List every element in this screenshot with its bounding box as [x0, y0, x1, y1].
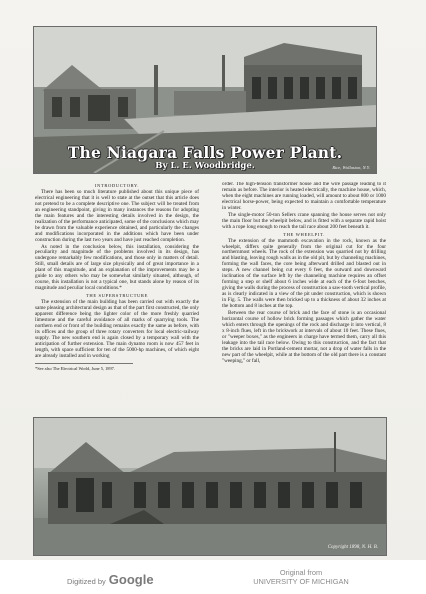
photo-credit-top: Rice, Wollaston, N.Y. — [332, 165, 370, 170]
digitized-by-label: Digitized by — [67, 577, 106, 586]
article-title: The Niagara Falls Power Plant. — [67, 143, 343, 162]
article-byline: By L. E. Woodbridge. — [155, 161, 255, 171]
google-logo: Google — [108, 572, 154, 587]
section-heading-introductory: INTRODUCTORY. — [94, 183, 140, 188]
paragraph: The single-motor 50-ton Sellers crane spanning the house serves not only the main floor but the wheelpit below, and is fitted with a separate rapid hoist with a rope long enough to reach the tail race about 200 feet beneath it. — [222, 211, 386, 230]
paragraph: order. The high-tension transformer house and the wire passage leading to it remain as before. The interior is heated electrically, the machine house, which, when the eight machines are running loaded, will amount to about 800 or 1000 electrical horse-power, being expected to maintain a comfortable temperature in winter. — [222, 182, 386, 211]
section-heading-superstructure: THE SUPERSTRUCTURE — [86, 293, 148, 299]
power-station-photo-top — [33, 26, 377, 174]
photo-credit-bottom: Copyright 1898, N. H. B. — [327, 545, 378, 550]
original-from-label: Original from — [279, 568, 323, 577]
digitized-by-google — [67, 572, 154, 587]
text-column-right — [222, 182, 386, 410]
scan-footer — [0, 560, 426, 594]
footnote: *See also The Electrical World, June 5, 1897. — [35, 363, 133, 371]
power-house-illustration — [34, 418, 386, 555]
original-source — [251, 568, 351, 586]
paragraph: The extension of the mammoth excavation in the rock, known as the wheelpit, differs quite generally from the original cut for the four northernmost wheels. The rock of the extension was quarried not by drilling and blasting, leaving rough walls as in the old pit, but by channeling machines, forming the wall faces, the core being afterward drilled and blasted out in steps. A new channel being cut every 6 feet, the outward and downward inclination of the surface left by the channeling machine requires an offset forming a step or shelf about 6 inches wide at each of the 6-foot benches, giving the walls during the process of construction a saw-tooth vertical profile, as is clearly indicated in a view of the pit under construction, which is shown in Fig. 5. The walls were then bricked up to a thickness of about 32 inches at the bottom and 8 inches at the top. — [222, 237, 386, 310]
paragraph: The extension of the main building has been carried out with exactly the same pleasing architectural design as that of the part first constructed, the only apparent difference being the lighter color of the more freshly quarried limestone and the careful avoidance of all marks of quarrying tools. The northern end or front of the building remains exactly the same as before, with its offices and the group of three rotary converters for local electric-railway supply. The new southern end is again closed by a temporary wall with the anticipation of further extension. The main dynamo room is now 457 feet in length, with space sufficient for ten of the 5000-hp machines, of which eight are already installed and in working — [35, 299, 199, 359]
paragraph: As noted in the conclusion below, this installation, considering the peculiarity and magnitude of the problems involved in its design, has undergone remarkably few modifications, and those only in matters of detail. Still, small details are of large size physically and of great importance in a plant of this magnitude, and an explanation of the improvements may be a guide to any others who may be somewhat similarly situated, although, of course, this installation is not a typical one, but stands alone by reason of its magnitude and peculiar local conditions.* — [35, 243, 199, 292]
paragraph: Between the rear course of brick and the face of stone is an occasional horizontal course of hollow brick forming passages which gather the water which enters through the openings of the rock and discharge it into vertical, 8 x 8-inch flues, left in the brickwork at intervals of about 10 feet. These flues, or "weeper boxes," as the engineers in charge have termed them, carry all this leakage into the tail race below. Owing to this construction, and the fact that the bricks are laid in Portland-cement mortar, not a drop of water falls in the new part of the wheelpit, while at the bottom of the old part there is a constant "weeping," or fall, — [222, 310, 386, 364]
section-heading-wheelpit: THE WHEELPIT. — [283, 231, 325, 237]
text-column-left — [35, 182, 199, 410]
university-label: UNIVERSITY OF MICHIGAN — [253, 577, 349, 586]
paragraph: There has been so much literature published about this unique piece of electrical engineering that it is well to state at the outset that this article does not pretend to be a complete descriptive one. The subject will be treated from an engineering standpoint, giving in many instances the reasons for adopting the main features and the interesting details involved in the design, the realization of the performance anticipated, some of the conclusions which may be drawn from the valuable experience obtained, and particularly the changes and modifications incorporated in the additions which have been under construction during the last two years and have just reached completion. — [35, 188, 199, 243]
power-house-photo-bottom — [33, 417, 387, 556]
